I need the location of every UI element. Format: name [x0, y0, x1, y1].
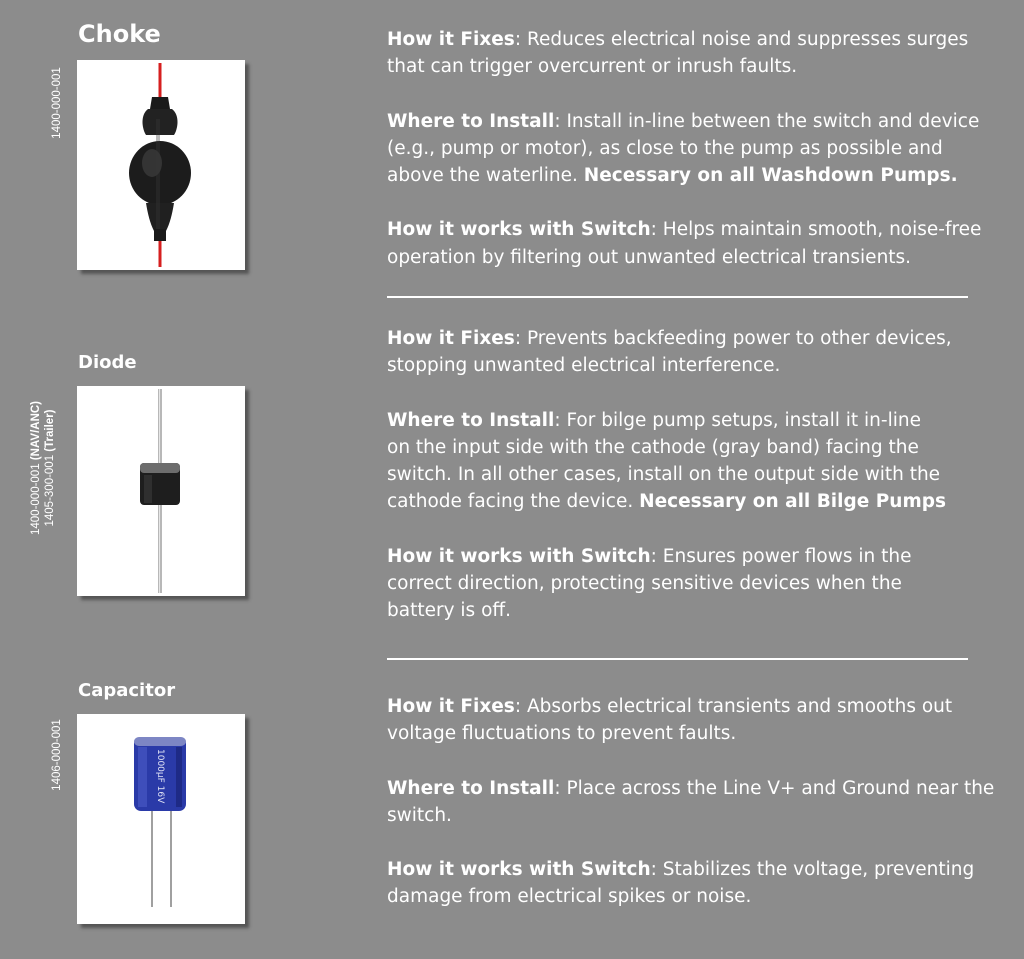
capacitor-how-it-fixes-text-1: Absorbs electrical transients and smooths out [526, 696, 953, 717]
choke-photo-frame [77, 60, 245, 270]
choke-how-it-works [387, 216, 1007, 271]
choke-part-number: 1400-000-001 [51, 67, 63, 139]
capacitor-part-number: 1406-000-001 [51, 719, 63, 791]
choke-how-it-fixes-text-2: that can trigger overcurrent or inrush faults. [387, 56, 798, 78]
diode-where-to-install [387, 407, 1007, 516]
capacitor-where-to-install-label: Where to Install [387, 777, 555, 799]
capacitor-how-it-fixes-label: How it Fixes [387, 696, 515, 717]
choke-where-to-install-text-2: (e.g., pump or motor), as close to the pump as possible and [387, 137, 943, 159]
choke-how-it-fixes-text-1: Reduces electrical noise and suppresses surges [526, 29, 969, 50]
diode-how-it-fixes-text-2: stopping unwanted electrical interference. [387, 355, 781, 377]
choke-where-to-install-label: Where to Install [387, 110, 555, 132]
capacitor-how-it-works-label: How it works with Switch [387, 859, 651, 881]
diode-how-it-works-text-3: battery is off. [387, 600, 512, 622]
capacitor-description [387, 693, 1007, 911]
diode-how-it-works-label: How it works with Switch [387, 545, 651, 567]
choke-how-it-works-label: How it works with Switch [387, 219, 651, 241]
choke-where-to-install [387, 108, 1007, 190]
section-divider-2 [387, 658, 968, 660]
section-divider-1 [387, 296, 968, 298]
capacitor-how-it-works-text-1: Stabilizes the voltage, preventing [662, 859, 975, 881]
capacitor-component-photo [80, 717, 242, 921]
capacitor-where-to-install [387, 775, 1007, 830]
choke-how-it-fixes [387, 26, 1007, 81]
label-separator: : [554, 409, 567, 431]
diode-part-number-2: 1405-300-001 [44, 454, 56, 527]
diode-install-emphasis: Necessary on all Bilge Pumps [639, 491, 946, 513]
diode-how-it-fixes-label: How it Fixes [387, 328, 515, 349]
label-separator: : [650, 219, 663, 241]
capacitor-where-to-install-text-2: switch. [387, 804, 452, 826]
choke-where-to-install-text-1: Install in-line between the switch and device [566, 110, 980, 132]
choke-how-it-works-text-2: operation by filtering out unwanted electrical transients. [387, 246, 912, 268]
choke-how-it-works-text-1: Helps maintain smooth, noise-free [662, 219, 982, 241]
diode-part-number-1: 1400-000-001 [30, 463, 42, 536]
diode-how-it-works [387, 543, 1007, 625]
diode-where-to-install-text-4: cathode facing the device. [387, 491, 634, 513]
capacitor-photo-frame [77, 714, 245, 924]
label-separator: : [514, 328, 527, 349]
label-separator: : [650, 545, 663, 567]
diode-how-it-fixes-text-1: Prevents backfeeding power to other devices, [526, 328, 952, 349]
label-separator: : [650, 859, 663, 881]
choke-component-photo [80, 63, 242, 267]
choke-install-emphasis: Necessary on all Washdown Pumps. [583, 165, 958, 187]
label-separator: : [554, 110, 567, 132]
diode-how-it-fixes [387, 325, 1007, 380]
capacitor-print-text: 1000µF 16V [155, 749, 165, 804]
capacitor-title: Capacitor [78, 680, 176, 701]
diode-how-it-works-text-2: correct direction, protecting sensitive devices when the [387, 573, 902, 595]
diode-part-number-1-suffix: (NAV/ANC) [30, 400, 42, 461]
choke-description [387, 26, 1007, 271]
capacitor-how-it-works-text-2: damage from electrical spikes or noise. [387, 886, 752, 908]
diode-part-number-2-suffix: (Trailer) [44, 409, 56, 452]
choke-where-to-install-text-3: above the waterline. [387, 165, 578, 187]
label-separator: : [514, 29, 527, 50]
label-separator: : [554, 777, 567, 799]
capacitor-how-it-fixes [387, 693, 1007, 748]
diode-component-photo [80, 389, 242, 593]
diode-where-to-install-label: Where to Install [387, 409, 555, 431]
capacitor-how-it-fixes-text-2: voltage fluctuations to prevent faults. [387, 723, 737, 745]
diode-where-to-install-text-2: on the input side with the cathode (gray band) facing the [387, 436, 919, 458]
capacitor-how-it-works [387, 856, 1007, 911]
diode-description [387, 325, 1007, 625]
label-separator: : [514, 696, 527, 717]
diode-title: Diode [78, 352, 137, 373]
choke-how-it-fixes-label: How it Fixes [387, 29, 515, 50]
capacitor-where-to-install-text-1: Place across the Line V+ and Ground near the [566, 777, 995, 799]
diode-part-numbers [29, 373, 57, 563]
diode-where-to-install-text-1: For bilge pump setups, install it in-line [566, 409, 921, 431]
diode-photo-frame [77, 386, 245, 596]
choke-title: Choke [78, 20, 161, 48]
diode-how-it-works-text-1: Ensures power flows in the [662, 545, 912, 567]
diode-where-to-install-text-3: switch. In all other cases, install on the output side with the [387, 464, 941, 486]
